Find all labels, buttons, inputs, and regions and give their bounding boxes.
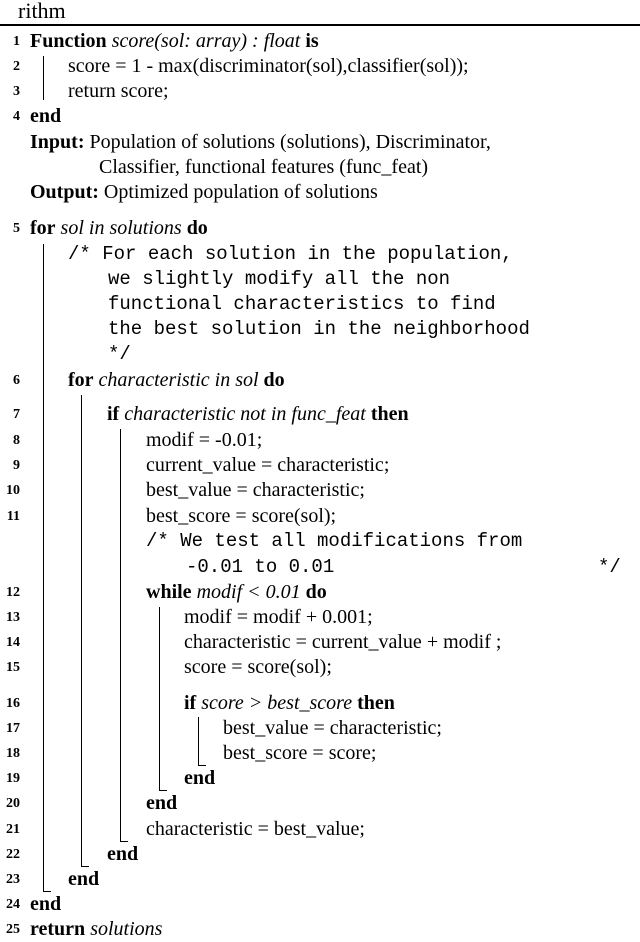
keyword-for: for: [30, 217, 56, 239]
line-number: 13: [6, 610, 20, 625]
statement: best_score = score(sol);: [146, 505, 337, 527]
statement: return score;: [68, 80, 169, 102]
statement: best_value = characteristic;: [146, 479, 365, 501]
keyword-for: for: [68, 369, 94, 391]
line-15: [0, 655, 640, 680]
line-number: 14: [6, 635, 20, 650]
line-12: [0, 580, 640, 605]
line-22: [0, 842, 640, 867]
statement: characteristic = current_value + modif ;: [184, 631, 502, 653]
line-17: [0, 716, 640, 741]
line-18: [0, 741, 640, 766]
keyword-then: then: [357, 692, 395, 714]
top-rule: [0, 24, 640, 26]
line-2: [0, 54, 640, 79]
block-line-function: [43, 56, 44, 100]
if-condition: characteristic not in func_feat: [124, 403, 366, 425]
keyword-function: Function: [30, 30, 107, 52]
comment-text: we slightly modify all the non: [108, 268, 451, 290]
comment-text: */: [108, 343, 131, 365]
block-hook-if-not-func-feat: [120, 841, 128, 842]
input-text: Population of solutions (solutions), Discriminator,: [89, 131, 491, 153]
line-14: [0, 630, 640, 655]
line-number: 10: [6, 483, 20, 498]
loop-condition: sol in solutions: [60, 217, 182, 239]
line-number: 1: [13, 34, 20, 49]
line-number: 19: [6, 771, 20, 786]
keyword-end: end: [107, 843, 139, 865]
line-25: [0, 917, 640, 942]
statement: best_score = score;: [223, 742, 377, 764]
algorithm-caption: rithm: [18, 0, 66, 23]
line-23: [0, 867, 640, 892]
comment-line: [0, 529, 640, 554]
keyword-do: do: [263, 369, 285, 391]
statement: best_value = characteristic;: [223, 717, 442, 739]
line-6: [0, 368, 640, 393]
block-hook-if-score: [198, 765, 206, 766]
statement: score = score(sol);: [184, 656, 332, 678]
line-number: 24: [6, 897, 20, 912]
line-number: 5: [13, 221, 20, 236]
input-line-continued: [0, 155, 640, 180]
block-hook-while: [159, 790, 167, 791]
keyword-end: end: [68, 868, 100, 890]
keyword-do: do: [305, 581, 327, 603]
comment-line: [0, 242, 640, 267]
line-8: [0, 428, 640, 453]
statement: modif = -0.01;: [146, 429, 263, 451]
line-number: 7: [13, 407, 20, 422]
input-line: [0, 130, 640, 155]
keyword-if: if: [107, 403, 120, 425]
line-number: 3: [13, 84, 20, 99]
output-text: Optimized population of solutions: [103, 181, 378, 203]
statement: current_value = characteristic;: [146, 454, 390, 476]
comment-text: functional characteristics to find: [108, 293, 496, 315]
loop-condition: characteristic in sol: [98, 369, 259, 391]
line-21: [0, 817, 640, 842]
comment-line: [0, 317, 640, 342]
line-number: 8: [13, 433, 20, 448]
comment-close: */: [598, 556, 621, 578]
block-line-while: [159, 607, 160, 791]
line-number: 6: [13, 373, 20, 388]
line-number: 17: [6, 721, 20, 736]
line-20: [0, 791, 640, 816]
comment-line: [0, 342, 640, 367]
line-24: [0, 892, 640, 917]
keyword-do: do: [186, 217, 208, 239]
line-number: 21: [6, 822, 20, 837]
line-number: 12: [6, 585, 20, 600]
line-10: [0, 478, 640, 503]
keyword-end: end: [184, 767, 216, 789]
line-number: 25: [6, 922, 20, 937]
keyword-is: is: [305, 30, 319, 52]
function-signature: score(sol: array) : float: [111, 30, 301, 52]
block-line-if-not-func-feat: [120, 429, 121, 842]
line-number: 22: [6, 847, 20, 862]
statement: modif = modif + 0.001;: [184, 606, 373, 628]
line-number: 9: [13, 458, 20, 473]
block-hook-for-solutions: [43, 891, 51, 892]
line-11: [0, 504, 640, 529]
statement: characteristic = best_value;: [146, 818, 365, 840]
keyword-while: while: [146, 581, 192, 603]
line-13: [0, 605, 640, 630]
line-number: 16: [6, 696, 20, 711]
comment-text: the best solution in the neighborhood: [108, 318, 530, 340]
line-number: 11: [6, 509, 20, 524]
keyword-end: end: [30, 105, 62, 127]
line-5: [0, 216, 640, 241]
keyword-if: if: [184, 692, 197, 714]
return-value: solutions: [90, 918, 163, 940]
statement: score = 1 - max(discriminator(sol),classifier(sol));: [68, 55, 469, 77]
keyword-end: end: [146, 792, 178, 814]
line-number: 15: [6, 660, 20, 675]
block-line-for-characteristic: [81, 395, 82, 867]
comment-line: [0, 292, 640, 317]
comment-text: /* For each solution in the population,: [68, 243, 513, 265]
comment-text: -0.01 to 0.01: [186, 556, 335, 578]
block-line-if-score: [198, 717, 199, 765]
comment-line: [0, 267, 640, 292]
line-number: 18: [6, 746, 20, 761]
line-3: [0, 79, 640, 104]
line-number: 2: [13, 59, 20, 74]
output-label: Output:: [30, 181, 99, 203]
input-text-continued: Classifier, functional features (func_feat): [99, 156, 429, 178]
keyword-return: return: [30, 918, 86, 940]
comment-text: /* We test all modifications from: [146, 530, 523, 552]
keyword-then: then: [370, 403, 409, 425]
line-7: [0, 402, 640, 427]
line-19: [0, 766, 640, 791]
while-condition: modif < 0.01: [196, 581, 301, 603]
line-number: 23: [6, 872, 20, 887]
block-line-for-solutions: [43, 244, 44, 892]
line-number: 20: [6, 796, 20, 811]
keyword-end: end: [30, 893, 62, 915]
line-9: [0, 453, 640, 478]
line-1: [0, 29, 640, 54]
line-number: 4: [13, 109, 20, 124]
input-label: Input:: [30, 131, 85, 153]
block-hook-for-characteristic: [81, 866, 89, 867]
line-16: [0, 691, 640, 716]
if-condition: score > best_score: [201, 692, 353, 714]
output-line: [0, 180, 640, 205]
comment-line: [0, 555, 640, 580]
line-4: [0, 104, 640, 129]
